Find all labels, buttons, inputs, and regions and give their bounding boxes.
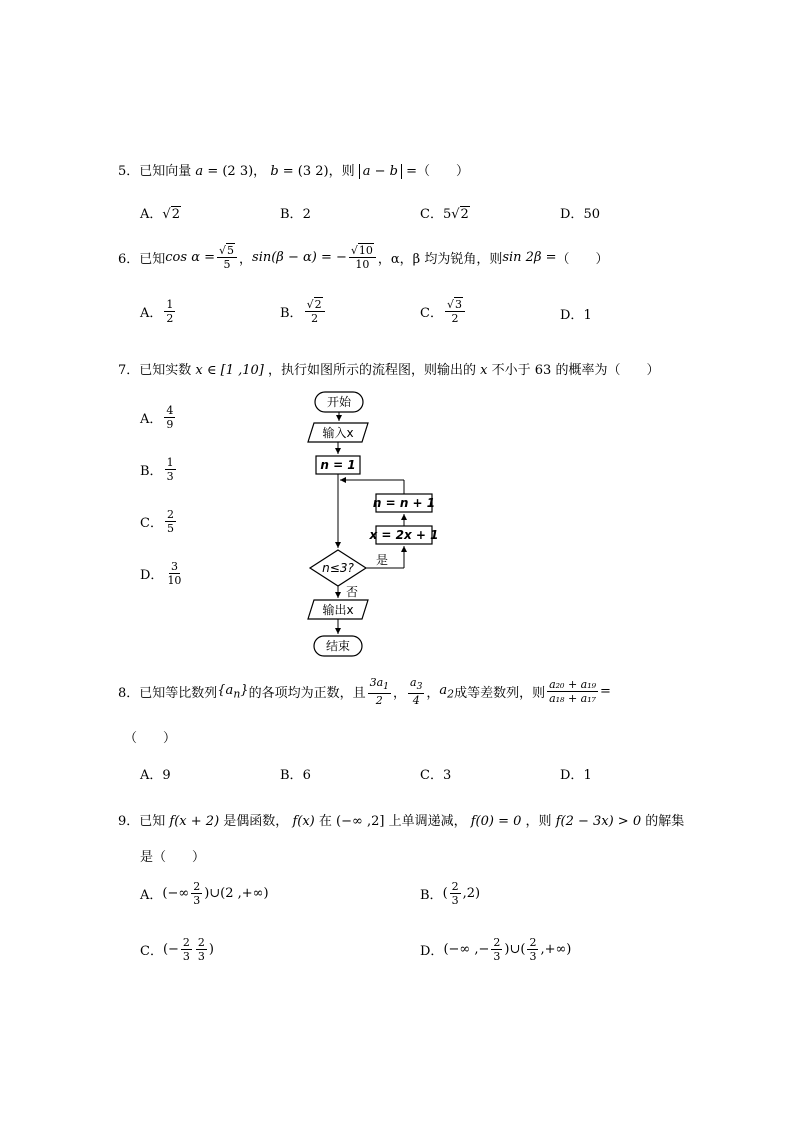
- flow-condition-label: n≤3?: [322, 561, 354, 575]
- q8-option-d[interactable]: [560, 764, 592, 783]
- q9-option-c[interactable]: [140, 936, 214, 963]
- fraction-numerator: 2: [182, 936, 190, 949]
- q8-fraction-2: [408, 676, 424, 707]
- option-label: D．: [420, 944, 444, 959]
- option-label: B．: [280, 207, 303, 222]
- flow-update-x-label: x = 2x + 1: [369, 528, 439, 542]
- flow-start-label: 开始: [326, 395, 352, 409]
- option-fraction: [491, 936, 502, 963]
- flow-no-label: 否: [346, 585, 359, 599]
- option-value: 2: [302, 207, 311, 222]
- option-coefficient: 5: [442, 207, 452, 222]
- q8-separator: ，: [426, 686, 440, 702]
- option-fraction: [181, 936, 192, 963]
- seq-symbol: {a: [217, 682, 234, 698]
- q9-option-b[interactable]: [420, 880, 480, 907]
- fraction-denominator: 3: [197, 950, 205, 963]
- option-label: A．: [140, 306, 163, 321]
- term-subscript: 2: [447, 687, 455, 701]
- fraction-numerator: 2: [193, 880, 201, 893]
- fraction-denominator: 2: [451, 312, 459, 325]
- option-label: D．: [560, 308, 584, 323]
- q6-option-a[interactable]: [140, 298, 177, 325]
- fraction-numerator: 4: [166, 404, 174, 417]
- fraction-denominator: 3: [166, 470, 174, 483]
- sqrt-icon: √: [306, 298, 314, 311]
- option-text: ,+∞): [540, 942, 572, 957]
- q6-separator: ，: [239, 252, 253, 267]
- fraction-denominator: 3: [451, 894, 459, 907]
- q6-cos-label: cos α =: [165, 250, 215, 265]
- option-value: 2: [460, 207, 469, 222]
- numerator-subscript: 3: [416, 681, 423, 693]
- option-fraction: [445, 298, 465, 325]
- fraction-denominator: 10: [355, 258, 370, 271]
- q7-stem-mid: ，执行如图所示的流程图，则输出的: [268, 363, 477, 378]
- option-label: A．: [140, 768, 163, 783]
- option-fraction: [305, 298, 325, 325]
- seq-subscript: n: [233, 687, 241, 701]
- q5-option-c[interactable]: [420, 203, 470, 222]
- sqrt-icon: √: [219, 244, 227, 257]
- q9-stem-suffix: 的解集: [645, 814, 685, 829]
- q9-option-d[interactable]: [420, 936, 571, 963]
- option-text: ): [208, 942, 214, 957]
- q8-separator: ，: [392, 686, 406, 702]
- q6-stem-prefix: 6．已知: [118, 252, 166, 267]
- q9-interval: (−∞ ,2]: [336, 814, 385, 829]
- option-label: A．: [140, 207, 163, 222]
- option-fraction: [165, 456, 176, 483]
- option-label: D．: [560, 207, 584, 222]
- q7-option-d[interactable]: [140, 560, 185, 587]
- option-value: 2: [171, 207, 180, 222]
- option-text: (: [442, 886, 448, 901]
- flow-init-label: n = 1: [320, 458, 356, 472]
- q7-option-b[interactable]: [140, 456, 178, 483]
- option-fraction: [196, 936, 207, 963]
- option-text: )∪(2 ,+∞): [204, 886, 269, 901]
- question-7: [118, 359, 659, 378]
- q8-option-a[interactable]: [140, 764, 171, 783]
- option-fraction: [164, 298, 175, 325]
- q5-option-a[interactable]: [140, 203, 181, 222]
- fraction-denominator: 2: [166, 312, 174, 325]
- option-label: A．: [140, 888, 163, 903]
- q5-vector-a: a: [195, 164, 204, 179]
- q8-option-b[interactable]: [280, 764, 311, 783]
- option-fraction: [165, 508, 176, 535]
- option-value: 50: [583, 207, 600, 222]
- q8-equals: =: [600, 684, 611, 700]
- fraction-numerator: 10: [358, 244, 373, 257]
- q5-abs-expression: a − b: [359, 164, 402, 179]
- q7-stem-suffix: 不小于 63 的概率为（ ）: [491, 363, 660, 378]
- fraction-numerator: 5: [227, 244, 235, 257]
- fraction-denominator: 10: [167, 574, 182, 587]
- q9-stem-mid4: ，则: [525, 814, 552, 829]
- option-value: 3: [442, 768, 452, 783]
- q8-stem-prefix: 8．已知等比数列: [118, 686, 218, 702]
- flow-yes-label: 是: [376, 553, 389, 567]
- q6-option-c[interactable]: [420, 298, 467, 325]
- numerator-text: 3a: [369, 676, 384, 689]
- q8-stem-mid1: 的各项均为正数，且: [248, 686, 366, 702]
- fraction-numerator: a₂₀ + a₁₉: [549, 678, 597, 692]
- option-text: (−∞ ,−: [443, 942, 490, 957]
- fraction-denominator: 5: [166, 522, 174, 535]
- fraction-numerator: 1: [166, 298, 174, 311]
- option-label: A．: [140, 412, 163, 427]
- fraction-numerator: [305, 298, 325, 312]
- sqrt-radicand: 2: [314, 298, 322, 311]
- q9-inequality: f(2 − 3x) > 0: [555, 814, 642, 829]
- question-9: [118, 810, 684, 829]
- q5-vector-b: b: [270, 164, 279, 179]
- question-6: [118, 244, 609, 271]
- option-fraction: [164, 404, 175, 431]
- option-label: B．: [140, 464, 163, 479]
- sqrt-icon: √: [451, 207, 460, 222]
- q5-option-b[interactable]: [280, 203, 311, 222]
- fraction-numerator: [445, 298, 465, 312]
- q5-vector-a-value: = (2 3)，: [207, 164, 267, 179]
- q8-fraction-1: [368, 676, 391, 707]
- fraction-denominator: 2: [375, 694, 383, 708]
- q7-option-a[interactable]: [140, 404, 177, 431]
- option-label: B．: [420, 888, 443, 903]
- q9-f-zero: f(0) = 0: [470, 814, 522, 829]
- option-text: ,2): [462, 886, 481, 901]
- fraction-denominator: 3: [529, 950, 537, 963]
- q9-stem-mid3: 上单调递减，: [388, 814, 467, 829]
- option-label: C．: [420, 306, 443, 321]
- q9-stem-line2: 是（ ）: [140, 850, 206, 865]
- option-label: D．: [560, 768, 584, 783]
- option-text: (−: [162, 942, 179, 957]
- fraction-denominator: a₁₈ + a₁₇: [549, 692, 597, 706]
- q6-sin-label: sin(β − α) = −: [252, 250, 347, 265]
- flow-output-label: 输出x: [322, 603, 354, 617]
- q7-var-x: x: [480, 363, 488, 378]
- q9-stem-prefix: 9．已知: [118, 814, 166, 829]
- fraction-denominator: 3: [193, 894, 201, 907]
- q6-option-d[interactable]: [560, 304, 592, 323]
- q5-stem-prefix: 5．已知向量: [118, 164, 192, 179]
- q7-domain: x ∈ [1 ,10]: [195, 363, 264, 378]
- fraction-numerator: [368, 676, 391, 694]
- option-value: 1: [583, 768, 592, 783]
- q6-option-b[interactable]: [280, 298, 327, 325]
- q5-option-d[interactable]: [560, 203, 600, 222]
- question-8: [118, 676, 611, 707]
- q9-stem-mid2: 在: [318, 814, 332, 829]
- option-label: C．: [140, 516, 163, 531]
- fraction-numerator: 2: [529, 936, 537, 949]
- q6-cos-fraction: [217, 244, 237, 271]
- option-fraction: [191, 880, 202, 907]
- sqrt-radicand: 3: [454, 298, 462, 311]
- sqrt-icon: √: [446, 298, 454, 311]
- q6-target: sin 2β =: [502, 250, 557, 265]
- numerator-subscript: 1: [383, 681, 389, 693]
- q9-stem-mid1: 是偶函数，: [223, 814, 289, 829]
- sqrt-icon: √: [350, 244, 358, 257]
- option-value: 1: [583, 308, 592, 323]
- option-fraction: [527, 936, 538, 963]
- fraction-denominator: 9: [166, 418, 174, 431]
- q6-stem-suffix: （ ）: [556, 252, 609, 267]
- option-fraction: [165, 560, 183, 587]
- numerator-text: a: [410, 676, 417, 689]
- flow-end-label: 结束: [325, 639, 351, 653]
- fraction-numerator: 1: [166, 456, 174, 469]
- fraction-numerator: 2: [197, 936, 205, 949]
- fraction-numerator: 2: [493, 936, 501, 949]
- q7-option-c[interactable]: [140, 508, 178, 535]
- option-label: C．: [420, 207, 443, 222]
- fraction-denominator: 2: [311, 312, 319, 325]
- flow-input-label: 输入x: [322, 426, 354, 440]
- q9-f-shift: f(x + 2): [169, 814, 220, 829]
- option-value: 9: [162, 768, 171, 783]
- q9-option-a[interactable]: [140, 880, 269, 907]
- q6-sin-fraction: [349, 244, 376, 271]
- seq-close: }: [240, 682, 249, 698]
- fraction-denominator: 4: [412, 694, 420, 708]
- question-5: [118, 160, 469, 179]
- q7-flowchart: [300, 388, 460, 668]
- fraction-denominator: 5: [223, 258, 231, 271]
- fraction-numerator: 2: [166, 508, 174, 521]
- fraction-denominator: 3: [493, 950, 501, 963]
- fraction-numerator: [408, 676, 424, 694]
- option-value: 6: [302, 768, 311, 783]
- q6-stem-mid: ，α，β 均为锐角，则: [377, 252, 503, 267]
- q8-seq: [217, 683, 248, 701]
- fraction-numerator: 2: [451, 880, 459, 893]
- option-text: )∪(: [504, 942, 526, 957]
- term-symbol: a: [439, 682, 448, 698]
- q8-ratio-fraction: [547, 678, 598, 705]
- flow-update-n-label: n = n + 1: [372, 496, 436, 510]
- fraction-denominator: 3: [182, 950, 190, 963]
- option-label: C．: [420, 768, 443, 783]
- fraction-numerator: 3: [170, 560, 178, 573]
- q8-option-c[interactable]: [420, 764, 451, 783]
- option-fraction: [450, 880, 461, 907]
- option-label: B．: [280, 768, 303, 783]
- option-label: B．: [280, 306, 303, 321]
- q5-stem-suffix: =（ ）: [406, 164, 470, 179]
- option-label: D．: [140, 568, 164, 583]
- q8-answer-paren: （ ）: [124, 731, 177, 746]
- q8-stem-mid2: 成等差数列，则: [454, 686, 546, 702]
- q9-f: f(x): [292, 814, 315, 829]
- option-label: C．: [140, 944, 163, 959]
- sqrt-icon: √: [162, 207, 171, 222]
- q5-vector-b-value: = (3 2)，则: [282, 164, 355, 179]
- q8-term: [439, 683, 454, 701]
- q7-stem-prefix: 7．已知实数: [118, 363, 192, 378]
- option-text: (−∞: [162, 886, 190, 901]
